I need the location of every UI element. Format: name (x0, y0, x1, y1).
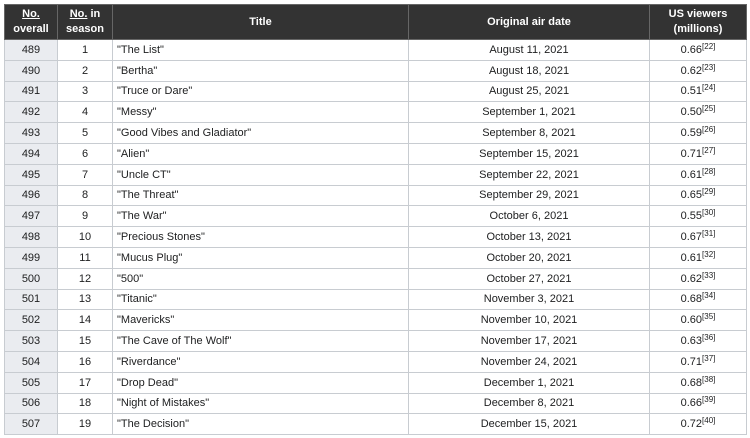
table-row (5, 60, 747, 81)
episode-season-number: 13 (58, 289, 113, 310)
episode-viewers (650, 123, 747, 144)
episode-viewers (650, 40, 747, 61)
episode-viewers (650, 60, 747, 81)
episode-air-date: November 17, 2021 (409, 331, 650, 352)
episode-overall-number: 493 (5, 123, 58, 144)
viewers-value: 0.62 (680, 272, 703, 285)
reference-link[interactable]: [24] (702, 83, 716, 93)
table-row (5, 206, 747, 227)
episode-viewers (650, 164, 747, 185)
episode-air-date: October 27, 2021 (409, 268, 650, 289)
viewers-value: 0.62 (680, 64, 703, 77)
header-season-abbr-link[interactable]: No. (69, 8, 88, 20)
episode-overall-number: 498 (5, 227, 58, 248)
episode-viewers (650, 289, 747, 310)
episode-air-date: August 11, 2021 (409, 40, 650, 61)
header-viewers-label: US viewers (668, 8, 728, 20)
table-row (5, 331, 747, 352)
episode-air-date: September 1, 2021 (409, 102, 650, 123)
table-row (5, 351, 747, 372)
episode-overall-number: 507 (5, 414, 58, 435)
episode-viewers (650, 268, 747, 289)
reference-link[interactable]: [32] (702, 249, 716, 259)
reference-link[interactable]: [29] (702, 187, 716, 197)
header-row (5, 5, 747, 40)
episode-air-date: October 13, 2021 (409, 227, 650, 248)
episode-air-date: September 22, 2021 (409, 164, 650, 185)
table-row (5, 40, 747, 61)
episode-overall-number: 492 (5, 102, 58, 123)
viewers-value: 0.68 (680, 376, 703, 389)
header-title[interactable]: Title (113, 5, 409, 40)
table-row (5, 81, 747, 102)
reference-link[interactable]: [25] (702, 104, 716, 114)
episode-title: "Messy" (113, 102, 409, 123)
episode-season-number: 4 (58, 102, 113, 123)
header-viewers-unit: (millions) (673, 23, 723, 35)
episode-viewers (650, 310, 747, 331)
table-row (5, 164, 747, 185)
episode-table (4, 4, 747, 435)
viewers-value: 0.61 (680, 168, 703, 181)
episode-viewers (650, 81, 747, 102)
reference-link[interactable]: [30] (702, 208, 716, 218)
episode-viewers (650, 143, 747, 164)
episode-title: "Night of Mistakes" (113, 393, 409, 414)
episode-viewers (650, 102, 747, 123)
episode-title: "Mucus Plug" (113, 247, 409, 268)
episode-air-date: August 18, 2021 (409, 60, 650, 81)
reference-link[interactable]: [34] (702, 291, 716, 301)
episode-overall-number: 500 (5, 268, 58, 289)
reference-link[interactable]: [37] (702, 353, 716, 363)
episode-season-number: 15 (58, 331, 113, 352)
reference-link[interactable]: [26] (702, 125, 716, 135)
episode-table-container (4, 4, 747, 435)
header-season[interactable] (58, 5, 113, 40)
episode-overall-number: 499 (5, 247, 58, 268)
episode-overall-number: 505 (5, 372, 58, 393)
episode-air-date: September 29, 2021 (409, 185, 650, 206)
table-row (5, 393, 747, 414)
episode-viewers (650, 414, 747, 435)
reference-link[interactable]: [22] (702, 41, 716, 51)
table-row (5, 227, 747, 248)
episode-viewers (650, 247, 747, 268)
episode-viewers (650, 331, 747, 352)
episode-title: "Alien" (113, 143, 409, 164)
episode-season-number: 2 (58, 60, 113, 81)
reference-link[interactable]: [39] (702, 395, 716, 405)
viewers-value: 0.66 (680, 397, 703, 410)
episode-season-number: 14 (58, 310, 113, 331)
episode-season-number: 8 (58, 185, 113, 206)
episode-overall-number: 496 (5, 185, 58, 206)
episode-season-number: 16 (58, 351, 113, 372)
episode-title: "Titanic" (113, 289, 409, 310)
reference-link[interactable]: [33] (702, 270, 716, 280)
viewers-value: 0.50 (680, 106, 703, 119)
episode-title: "Good Vibes and Gladiator" (113, 123, 409, 144)
viewers-value: 0.71 (680, 355, 703, 368)
episode-season-number: 3 (58, 81, 113, 102)
episode-season-number: 18 (58, 393, 113, 414)
viewers-value: 0.68 (680, 293, 703, 306)
episode-title: "The Cave of The Wolf" (113, 331, 409, 352)
reference-link[interactable]: [31] (702, 229, 716, 239)
episode-season-number: 5 (58, 123, 113, 144)
episode-overall-number: 497 (5, 206, 58, 227)
episode-season-number: 19 (58, 414, 113, 435)
viewers-value: 0.55 (680, 210, 703, 223)
episode-title: "Drop Dead" (113, 372, 409, 393)
header-air-date[interactable]: Original air date (409, 5, 650, 40)
episode-viewers (650, 393, 747, 414)
episode-title: "The Decision" (113, 414, 409, 435)
episode-overall-number: 503 (5, 331, 58, 352)
table-row (5, 123, 747, 144)
episode-overall-number: 501 (5, 289, 58, 310)
table-row (5, 289, 747, 310)
episode-viewers (650, 206, 747, 227)
episode-title: "The Threat" (113, 185, 409, 206)
episode-air-date: November 24, 2021 (409, 351, 650, 372)
episode-title: "Mavericks" (113, 310, 409, 331)
episode-overall-number: 490 (5, 60, 58, 81)
episode-air-date: October 6, 2021 (409, 206, 650, 227)
reference-link[interactable]: [38] (702, 374, 716, 384)
viewers-value: 0.67 (680, 231, 703, 244)
viewers-value: 0.61 (680, 251, 703, 264)
episode-season-number: 11 (58, 247, 113, 268)
viewers-value: 0.59 (680, 127, 703, 140)
episode-viewers (650, 185, 747, 206)
viewers-value: 0.60 (680, 314, 703, 327)
episode-viewers (650, 351, 747, 372)
episode-season-number: 6 (58, 143, 113, 164)
table-row (5, 247, 747, 268)
episode-title: "The War" (113, 206, 409, 227)
table-row (5, 310, 747, 331)
reference-link[interactable]: [40] (702, 416, 716, 426)
episode-title: "500" (113, 268, 409, 289)
reference-link[interactable]: [23] (702, 62, 716, 72)
episode-viewers (650, 372, 747, 393)
viewers-value: 0.66 (680, 43, 703, 56)
episode-air-date: December 15, 2021 (409, 414, 650, 435)
episode-season-number: 12 (58, 268, 113, 289)
episode-title: "Truce or Dare" (113, 81, 409, 102)
header-overall-label: overall (13, 23, 49, 35)
episode-viewers (650, 227, 747, 248)
episode-overall-number: 504 (5, 351, 58, 372)
episode-air-date: November 3, 2021 (409, 289, 650, 310)
episode-season-number: 9 (58, 206, 113, 227)
episode-overall-number: 494 (5, 143, 58, 164)
episode-overall-number: 502 (5, 310, 58, 331)
reference-link[interactable]: [36] (702, 333, 716, 343)
header-overall[interactable] (5, 5, 58, 40)
episode-air-date: December 8, 2021 (409, 393, 650, 414)
viewers-value: 0.65 (680, 189, 703, 202)
episode-table-body (5, 40, 747, 435)
reference-link[interactable]: [35] (702, 312, 716, 322)
table-row (5, 268, 747, 289)
table-row (5, 414, 747, 435)
viewers-value: 0.51 (680, 85, 703, 98)
episode-overall-number: 506 (5, 393, 58, 414)
table-row (5, 102, 747, 123)
episode-air-date: August 25, 2021 (409, 81, 650, 102)
table-row (5, 185, 747, 206)
header-overall-abbr-link[interactable]: No. (22, 8, 40, 20)
header-season-label: season (66, 23, 104, 35)
episode-title: "Uncle CT" (113, 164, 409, 185)
episode-season-number: 10 (58, 227, 113, 248)
episode-title: "Bertha" (113, 60, 409, 81)
header-viewers[interactable] (650, 5, 747, 40)
episode-air-date: September 15, 2021 (409, 143, 650, 164)
viewers-value: 0.63 (680, 335, 703, 348)
table-row (5, 372, 747, 393)
episode-season-number: 1 (58, 40, 113, 61)
episode-overall-number: 495 (5, 164, 58, 185)
episode-season-number: 17 (58, 372, 113, 393)
reference-link[interactable]: [27] (702, 145, 716, 155)
episode-air-date: December 1, 2021 (409, 372, 650, 393)
viewers-value: 0.71 (680, 147, 703, 160)
episode-title: "The List" (113, 40, 409, 61)
episode-title: "Riverdance" (113, 351, 409, 372)
viewers-value: 0.72 (680, 418, 703, 431)
episode-overall-number: 491 (5, 81, 58, 102)
table-row (5, 143, 747, 164)
episode-air-date: September 8, 2021 (409, 123, 650, 144)
episode-overall-number: 489 (5, 40, 58, 61)
header-season-in: in (87, 8, 101, 20)
episode-air-date: October 20, 2021 (409, 247, 650, 268)
reference-link[interactable]: [28] (702, 166, 716, 176)
episode-air-date: November 10, 2021 (409, 310, 650, 331)
episode-title: "Precious Stones" (113, 227, 409, 248)
episode-season-number: 7 (58, 164, 113, 185)
